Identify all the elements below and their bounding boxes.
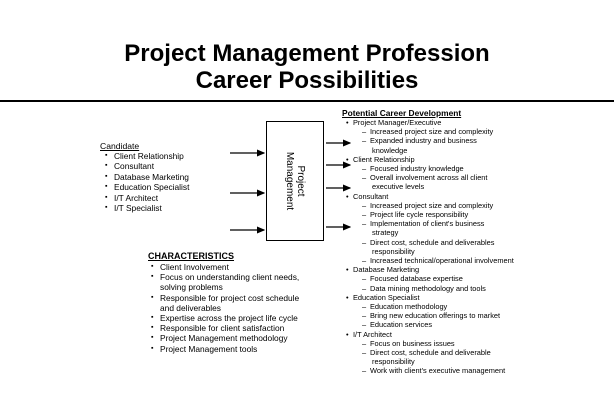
- career-subitem: – Implementation of client's business: [342, 219, 514, 228]
- career-category: • Client Relationship: [342, 155, 514, 164]
- pm-label-line-2: Management: [284, 151, 295, 211]
- career-category: • Education Specialist: [342, 293, 514, 302]
- characteristic-item: ▪ Responsible for client satisfaction: [160, 323, 299, 333]
- career-subitem: – Overall involvement across all client: [342, 173, 514, 182]
- title-line-1: Project Management Profession: [124, 40, 490, 67]
- career-subitem: – Education methodology: [342, 302, 514, 311]
- candidate-item: ▪ I/T Specialist: [114, 203, 189, 213]
- career-category: • Database Marketing: [342, 265, 514, 274]
- career-subitem: – Increased technical/operational involvement: [342, 256, 514, 265]
- pm-label-line-1: Project: [295, 165, 306, 197]
- career-subitem: – Focused industry knowledge: [342, 164, 514, 173]
- career-subitem: – Increased project size and complexity: [342, 127, 514, 136]
- career-category: • Project Manager/Executive: [342, 118, 514, 127]
- candidate-item: ▪ Consultant: [114, 161, 189, 171]
- career-heading: Potential Career Development: [342, 108, 462, 118]
- career-category: • Consultant: [342, 192, 514, 201]
- career-subitem: – Work with client's executive management: [342, 366, 514, 375]
- characteristic-item: ▪ Expertise across the project life cycle: [160, 313, 299, 323]
- career-subitem: – Increased project size and complexity: [342, 201, 514, 210]
- career-development-block: [342, 108, 514, 376]
- characteristic-item: ▪ Project Management tools: [160, 344, 299, 354]
- career-subitem: – Focus on business issues: [342, 339, 514, 348]
- characteristic-item: ▪ Project Management methodology: [160, 333, 299, 343]
- characteristics-heading: CHARACTERISTICS: [148, 251, 235, 261]
- characteristics-block: [148, 251, 299, 354]
- title-line-2: Career Possibilities: [195, 67, 419, 94]
- candidate-item: ▪ Education Specialist: [114, 182, 189, 192]
- career-subitem: – Bring new education offerings to market: [342, 311, 514, 320]
- characteristic-item: ▪ Responsible for project cost schedule and deliverables: [160, 293, 299, 313]
- career-subitem-continued: strategy: [372, 228, 399, 238]
- candidate-item: ▪ I/T Architect: [114, 193, 189, 203]
- characteristic-item: ▪ Focus on understanding client needs, solving problems: [160, 272, 299, 292]
- career-subitem: – Data mining methodology and tools: [342, 284, 514, 293]
- career-subitem-continued: responsibility: [372, 357, 415, 367]
- career-subitem: – Direct cost, schedule and deliverable: [342, 348, 514, 357]
- career-subitem: – Expanded industry and business: [342, 136, 514, 145]
- candidate-item: ▪ Database Marketing: [114, 172, 189, 182]
- career-subitem: – Focused database expertise: [342, 274, 514, 283]
- career-subitem-continued: knowledge: [372, 145, 408, 155]
- candidate-item: ▪ Client Relationship: [114, 151, 189, 161]
- characteristic-item: ▪ Client Involvement: [160, 262, 299, 272]
- career-groups: [342, 118, 514, 376]
- characteristics-list: [148, 262, 299, 354]
- career-subitem-continued: executive levels: [372, 182, 425, 192]
- career-subitem: – Education services: [342, 320, 514, 329]
- career-subitem: – Project life cycle responsibility: [342, 210, 514, 219]
- career-subitem-continued: responsibility: [372, 246, 415, 256]
- career-category: • I/T Architect: [342, 330, 514, 339]
- career-subitem: – Direct cost, schedule and deliverables: [342, 238, 514, 247]
- candidate-heading: Candidate: [100, 141, 140, 151]
